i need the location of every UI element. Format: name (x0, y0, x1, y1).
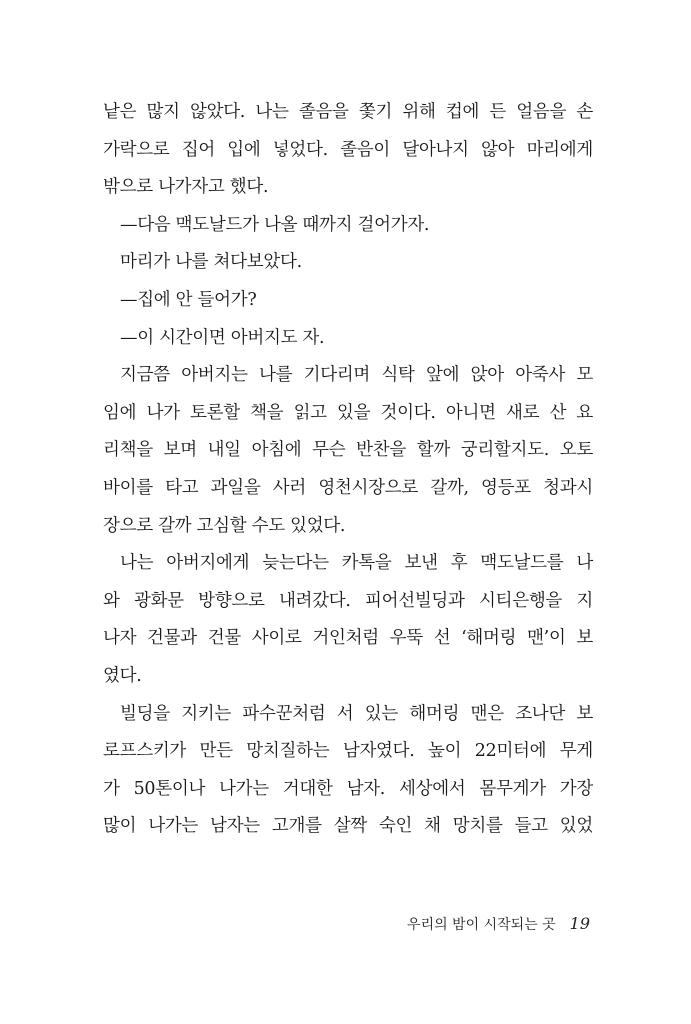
text-line: 임에 나가 토론할 책을 읽고 있을 것이다. 아니면 새로 산 요 (103, 402, 593, 423)
text-line: 와 광화문 방향으로 내려갔다. 피어선빌딩과 시티은행을 지 (103, 590, 593, 611)
text-line: 빌딩을 지키는 파수꾼처럼 서 있는 해머링 맨은 조나단 보 (120, 703, 593, 724)
text-line: 나는 아버지에게 늦는다는 카톡을 보낸 후 맥도날드를 나 (120, 553, 593, 574)
text-line: 로프스키가 만든 망치질하는 남자였다. 높이 22미터에 무게 (103, 741, 593, 762)
running-title: 우리의 밤이 시작되는 곳 (407, 917, 556, 933)
text-line: 밖으로 나가자고 했다. (103, 177, 269, 198)
page-number: 19 (569, 914, 590, 933)
text-line: 였다. (103, 665, 142, 686)
text-line: —집에 안 들어가? (120, 289, 257, 310)
text-line: 바이를 타고 과일을 사러 영천시장으로 갈까, 영등포 청과시 (103, 477, 593, 498)
text-line: 낱은 많지 않았다. 나는 졸음을 쫓기 위해 컵에 든 얼음을 손 (103, 102, 593, 122)
text-line: —이 시간이면 아버지도 자. (120, 327, 325, 348)
text-line: 마리가 나를 쳐다보았다. (120, 252, 302, 273)
text-line: 나자 건물과 건물 사이로 거인처럼 우뚝 선 ‘해머링 맨’이 보 (103, 628, 593, 649)
text-line: 지금쯤 아버지는 나를 기다리며 식탁 앞에 앉아 아죽사 모 (120, 365, 593, 386)
body-text (103, 94, 593, 846)
text-line: 장으로 갈까 고심할 수도 있었다. (103, 515, 346, 536)
text-line: 가 50톤이나 나가는 거대한 남자. 세상에서 몸무게가 가장 (103, 778, 593, 799)
text-line: 리책을 보며 내일 아침에 무슨 반찬을 할까 궁리할지도. 오토 (103, 440, 593, 461)
text-line: 많이 나가는 남자는 고개를 살짝 숙인 채 망치를 들고 있었 (103, 816, 593, 837)
text-line: 가락으로 집어 입에 넣었다. 졸음이 달아나지 않아 마리에게 (103, 139, 593, 160)
text-line: —다음 맥도날드가 나올 때까지 걸어가자. (120, 214, 430, 235)
page-footer (407, 914, 590, 934)
